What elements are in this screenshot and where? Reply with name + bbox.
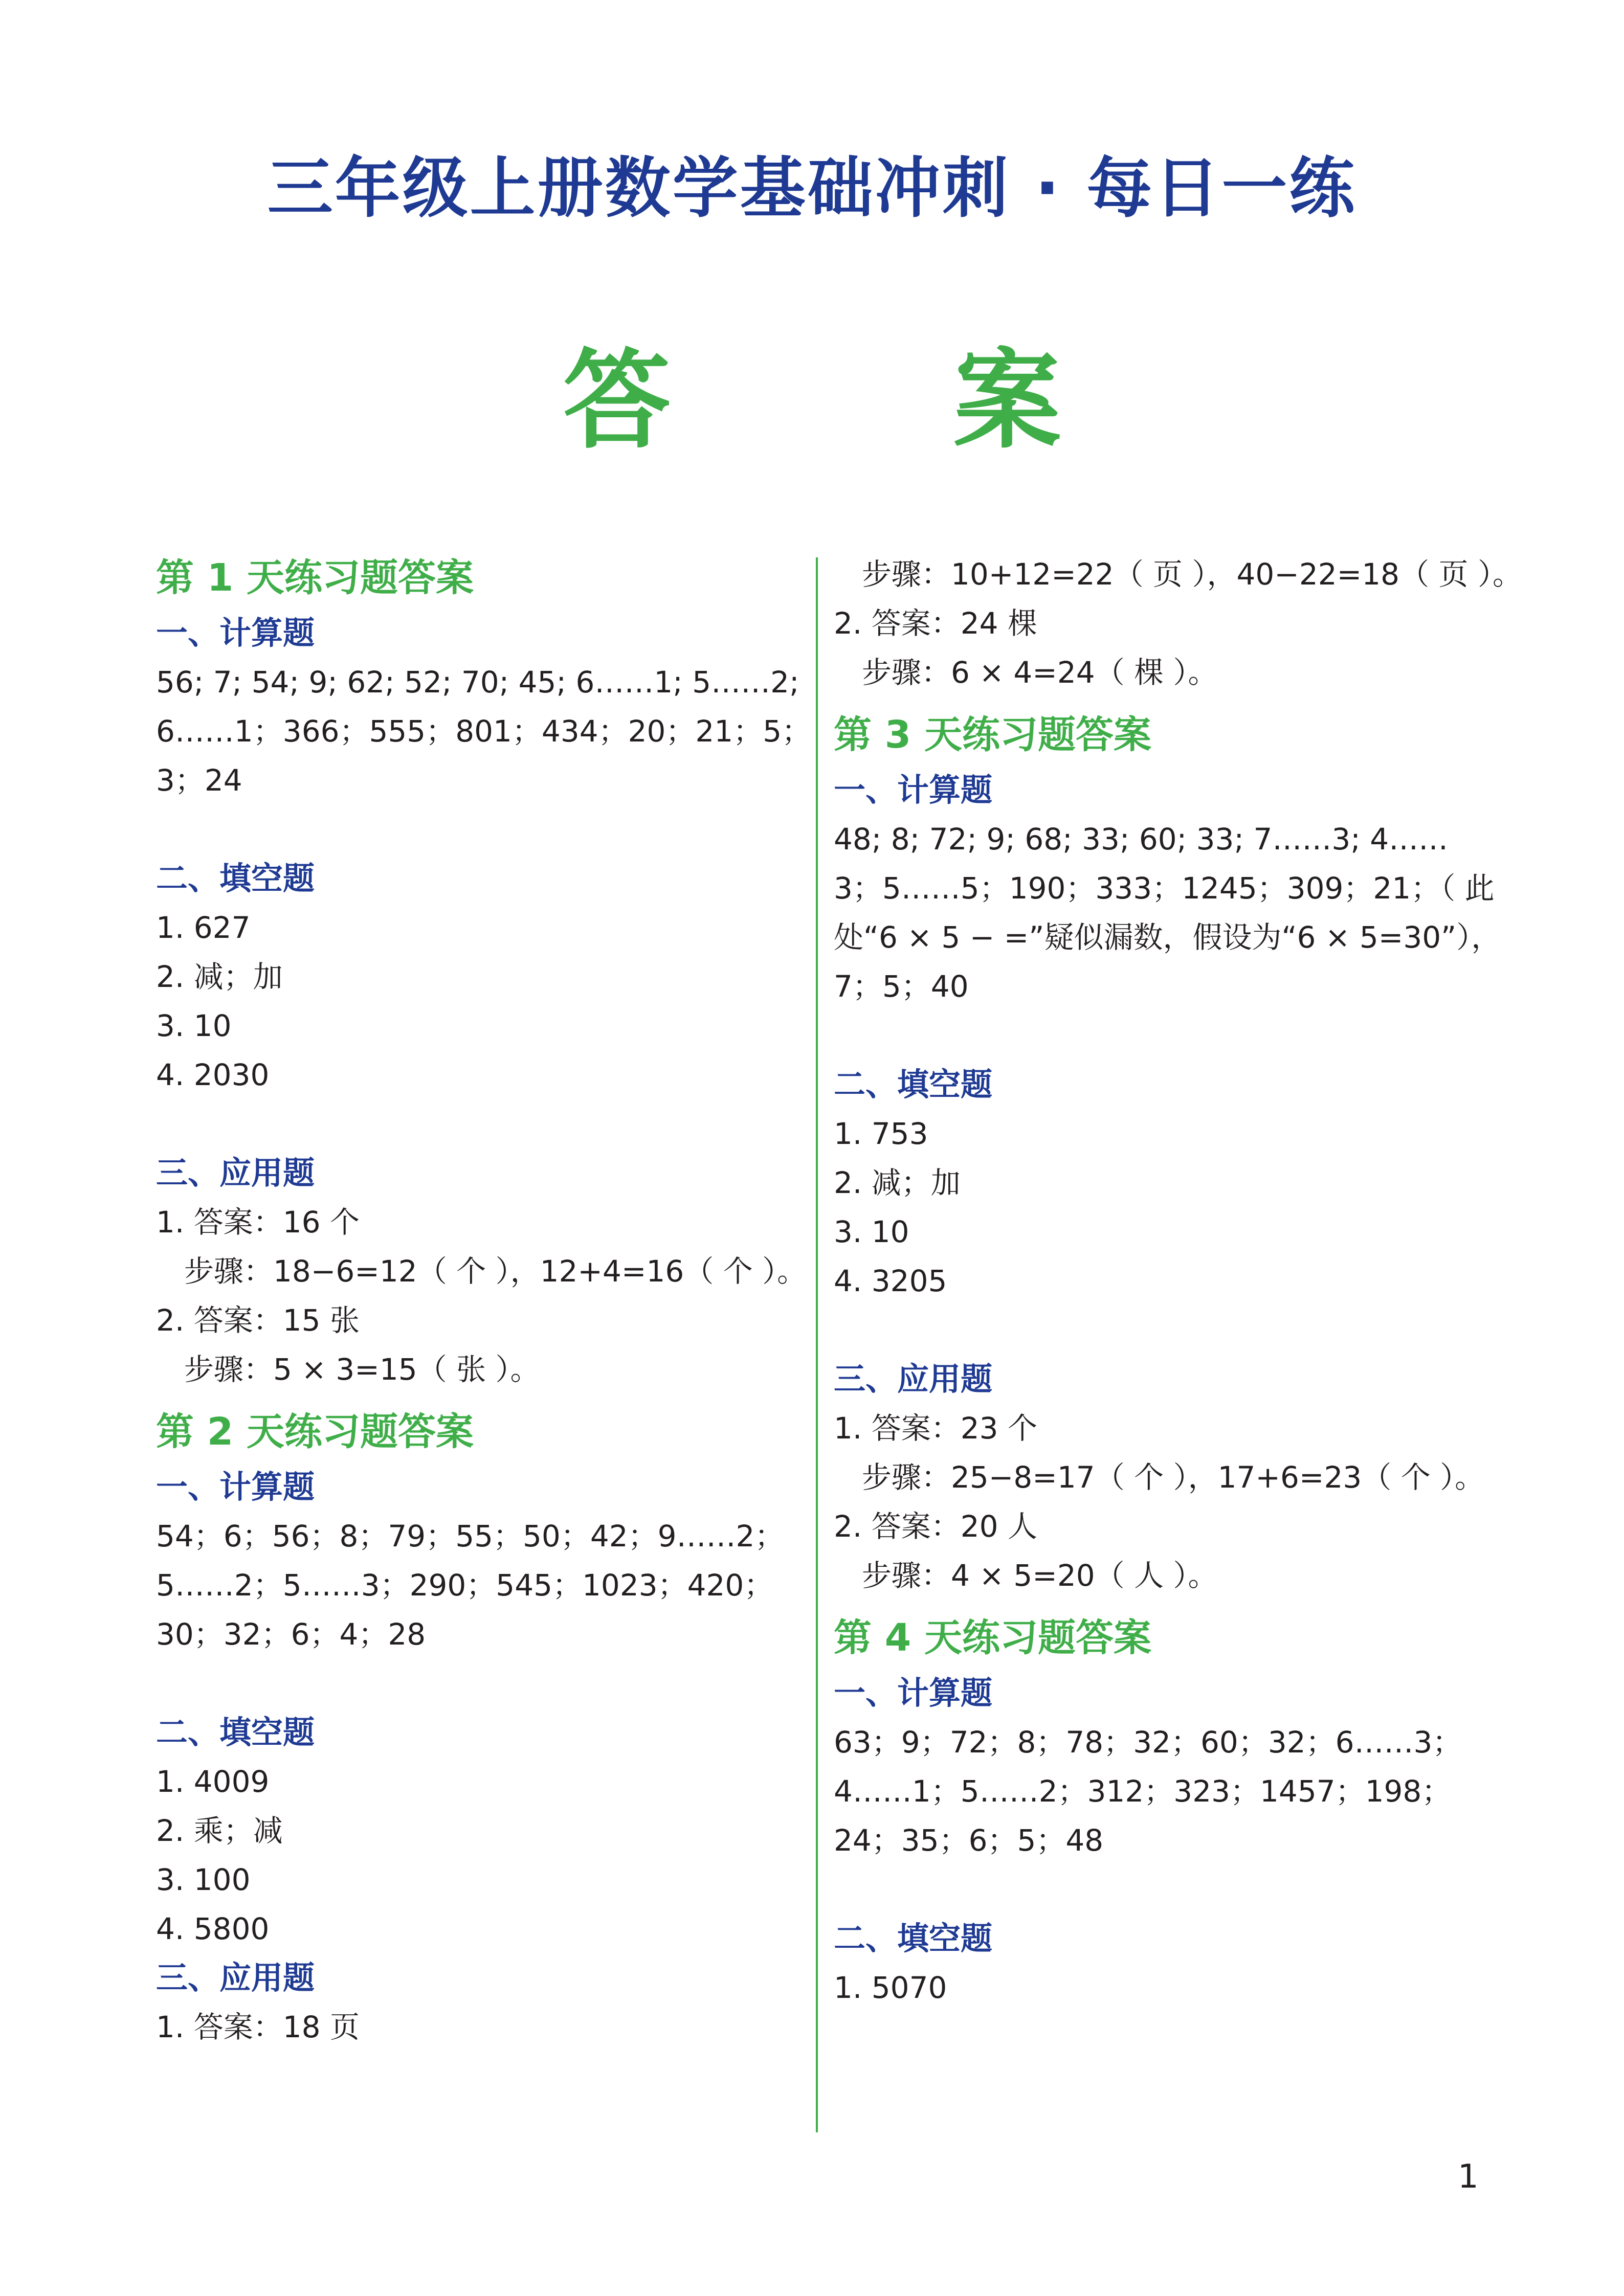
day-2-answers	[156, 1401, 800, 2052]
step-line: 步骤：5 × 3=15（ 张 ）。	[184, 1352, 540, 1387]
step-line: 步骤：18−6=12（ 个 ），12+4=16（ 个 ）。	[184, 1254, 807, 1289]
section-heading-calc: 一、计算题	[156, 1468, 315, 1505]
answer-line: 56; 7; 54; 9; 62; 52; 70; 45; 6……1; 5……2;	[156, 665, 799, 700]
answer-line: 48; 8; 72; 9; 68; 33; 60; 33; 7……3; 4……	[834, 822, 1449, 857]
answer-line: 54；6；56；8；79；55；50；42；9……2；	[156, 1519, 785, 1554]
answer-line: 1. 4009	[156, 1764, 270, 1799]
answer-line: 63；9；72；8；78；32；60；32；6……3；	[834, 1725, 1462, 1760]
day-heading: 第 4 天练习题答案	[834, 1616, 1152, 1660]
answer-line: 3；5……5；190；333；1245；309；21；（ 此	[834, 871, 1495, 906]
answer-line: 2. 乘；减	[156, 1813, 283, 1848]
answer-line: 4……1；5……2；312；323；1457；198；	[834, 1774, 1452, 1809]
day-2-continued	[834, 550, 1522, 697]
answer-line: 3. 100	[156, 1862, 251, 1897]
answer-line: 24；35；6；5；48	[834, 1823, 1104, 1858]
answer-line: 2. 答案：15 张	[156, 1303, 360, 1338]
day-heading: 第 1 天练习题答案	[156, 556, 474, 600]
section-heading-app: 三、应用题	[834, 1360, 993, 1398]
day-heading: 第 2 天练习题答案	[156, 1410, 474, 1454]
left-column	[156, 547, 812, 2052]
answer-line: 4. 3205	[834, 1264, 947, 1298]
column-divider	[816, 557, 818, 2132]
section-heading-fill: 二、填空题	[156, 860, 315, 897]
answers-title: 答 案	[563, 338, 1184, 463]
answer-line: 3；24	[156, 763, 242, 798]
section-heading-app: 三、应用题	[156, 1154, 315, 1191]
answer-line: 7；5；40	[834, 969, 969, 1004]
answer-line: 4. 2030	[156, 1057, 270, 1092]
page-title: 三年级上册数学基础冲刺 · 每日一练	[267, 150, 1357, 227]
answer-line: 4. 5800	[156, 1911, 270, 1946]
step-line: 步骤：4 × 5=20（ 人 ）。	[862, 1558, 1218, 1593]
section-heading-fill: 二、填空题	[834, 1920, 993, 1957]
day-heading: 第 3 天练习题答案	[834, 713, 1152, 757]
step-line: 步骤：6 × 4=24（ 棵 ）。	[862, 655, 1218, 690]
answer-line: 2. 减；加	[156, 959, 283, 994]
section-heading-calc: 一、计算题	[834, 771, 993, 808]
step-line: 步骤：25−8=17（ 个 ），17+6=23（ 个 ）。	[862, 1460, 1485, 1495]
answer-line: 2. 减；加	[834, 1165, 961, 1200]
section-heading-fill: 二、填空题	[156, 1714, 315, 1751]
answer-line: 1. 答案：16 个	[156, 1205, 360, 1240]
answer-line: 1. 627	[156, 910, 251, 945]
day-1-answers	[156, 547, 812, 1394]
page-number: 1	[1458, 2158, 1479, 2196]
answer-line: 处“6 × 5 − =”疑似漏数，假设为“6 × 5=30”），	[834, 920, 1501, 955]
answer-line: 5……2；5……3；290；545；1023；420；	[156, 1568, 774, 1603]
answer-line: 30；32；6；4；28	[156, 1617, 426, 1652]
answer-line: 3. 10	[834, 1214, 909, 1249]
step-line: 步骤：10+12=22（ 页 ），40−22=18（ 页 ）。	[862, 557, 1522, 592]
answer-line: 1. 答案：23 个	[834, 1411, 1038, 1446]
answer-line: 3. 10	[156, 1008, 232, 1043]
answer-line: 1. 5070	[834, 1970, 947, 2005]
answer-line: 2. 答案：20 人	[834, 1509, 1038, 1544]
answer-line: 6……1；366；555；801；434；20；21；5；	[156, 714, 812, 749]
right-column	[834, 550, 1522, 2012]
section-heading-calc: 一、计算题	[156, 614, 315, 651]
answer-line: 2. 答案：24 棵	[834, 606, 1038, 641]
answer-line: 1. 答案：18 页	[156, 2010, 360, 2044]
answer-line: 1. 753	[834, 1116, 928, 1151]
section-heading-fill: 二、填空题	[834, 1066, 993, 1103]
day-3-answers	[834, 704, 1499, 1600]
section-heading-calc: 一、计算题	[834, 1674, 993, 1712]
section-heading-app: 三、应用题	[156, 1959, 315, 1996]
day-4-answers	[834, 1607, 1499, 2012]
